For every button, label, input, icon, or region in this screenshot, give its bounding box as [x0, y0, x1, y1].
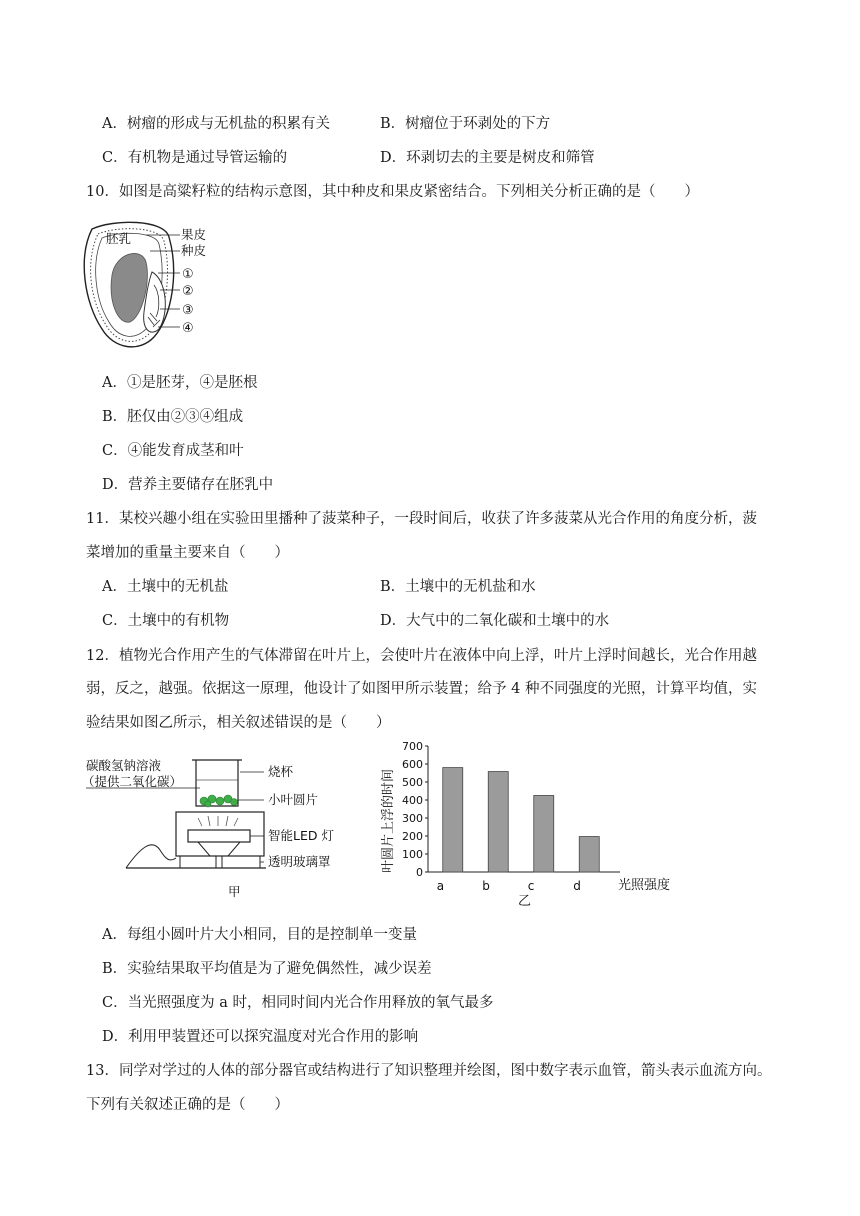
label-beaker: 烧杯 [268, 764, 294, 779]
q12-option-a: A．每组小圆叶片大小相同，目的是控制单一变量 [102, 927, 417, 943]
y-tick-label: 100 [402, 848, 423, 861]
x-tick-label-b: b [482, 879, 490, 893]
q12-stem-line2: 弱，反之，越强。依据这一原理，他设计了如图甲所示装置；给予 4 种不同强度的光照，计算平均值，实 [86, 681, 757, 697]
q11-stem-line2: 菜增加的重量主要来自（ ） [86, 545, 289, 561]
q11-option-d: D．大气中的二氧化碳和土壤中的水 [380, 613, 610, 629]
apparatus-diagram [80, 750, 370, 900]
q12-stem-line1: 12．植物光合作用产生的气体滞留在叶片上，会使叶片在液体中向上浮，叶片上浮时间越长，光合作用越 [86, 648, 757, 664]
label-solution: 碳酸氢钠溶液 [86, 758, 162, 773]
y-tick-label: 600 [402, 758, 423, 771]
y-tick-label: 700 [402, 740, 423, 753]
label-1: ① [182, 267, 194, 282]
chart-caption: 乙 [518, 894, 532, 909]
y-tick-label: 0 [416, 866, 423, 879]
bar-d [579, 837, 599, 872]
q9-option-c: C．有机物是通过导管运输的 [102, 150, 288, 166]
y-tick-label: 500 [402, 776, 423, 789]
q12-stem-line3: 验结果如图乙所示，相关叙述错误的是（ ） [86, 715, 391, 731]
y-tick-label: 200 [402, 830, 423, 843]
q11-stem-line1: 11．某校兴趣小组在实验田里播种了菠菜种子，一段时间后，收获了许多菠菜从光合作用的角度分析，菠 [86, 511, 757, 527]
q9-option-d: D．环剥切去的主要是树皮和筛管 [380, 150, 595, 166]
q12-option-d: D．利用甲装置还可以探究温度对光合作用的影响 [102, 1029, 419, 1045]
label-solution-note: （提供二氧化碳） [82, 774, 183, 789]
q10-option-a: A．①是胚芽，④是胚根 [102, 375, 258, 391]
q9-option-a: A．树瘤的形成与无机盐的积累有关 [102, 116, 330, 132]
bar-c [534, 796, 554, 873]
y-tick-label: 400 [402, 794, 423, 807]
q13-stem-line2: 下列有关叙述正确的是（ ） [86, 1097, 289, 1113]
q11-option-a: A．土壤中的无机盐 [102, 579, 229, 595]
q12-option-b: B．实验结果取平均值是为了避免偶然性，减少误差 [102, 961, 432, 977]
label-3: ③ [182, 303, 194, 318]
chart-bars [443, 768, 600, 872]
x-tick-label-a: a [436, 879, 445, 893]
q11-option-b: B．土壤中的无机盐和水 [380, 579, 536, 595]
leaf-disc-icon [200, 795, 238, 807]
label-endosperm: 胚乳 [106, 231, 132, 246]
x-tick-label-c: c [527, 879, 535, 893]
sorghum-grain-diagram [74, 217, 224, 357]
q13-stem-line1: 13．同学对学过的人体的部分器官或结构进行了知识整理并绘图，图中数字表示血管，箭头表示血流方向。 [86, 1063, 772, 1079]
q11-option-c: C．土壤中的有机物 [102, 613, 230, 629]
q10-stem: 10．如图是高粱籽粒的结构示意图，其中种皮和果皮紧密结合。下列相关分析正确的是（ ） [86, 184, 699, 200]
chart-xlabel: 光照强度 [618, 878, 671, 893]
q10-option-c: C．④能发育成茎和叶 [102, 443, 244, 459]
bar-b [488, 772, 508, 872]
chart-yticks [402, 740, 428, 879]
chart-ylabel: 叶圆片上浮的时间 [381, 768, 396, 873]
q10-option-d: D．营养主要储存在胚乳中 [102, 477, 274, 493]
q10-option-b: B．胚仅由②③④组成 [102, 409, 244, 425]
y-tick-label: 300 [402, 812, 423, 825]
q9-option-b: B．树瘤位于环剥处的下方 [380, 116, 551, 132]
label-pericarp: 果皮 [181, 227, 207, 242]
bar-a [443, 768, 463, 872]
label-figure-jia: 甲 [228, 884, 241, 899]
label-leaf-disc: 小叶圆片 [268, 792, 319, 807]
label-glass-cover: 透明玻璃罩 [268, 854, 331, 869]
label-seed-coat: 种皮 [181, 243, 207, 258]
chart-xticks [437, 879, 581, 893]
label-2: ② [182, 284, 194, 299]
x-tick-label-d: d [573, 879, 581, 893]
label-led: 智能LED 灯 [268, 828, 334, 843]
q12-option-c: C．当光照强度为 a 时，相同时间内光合作用释放的氧气最多 [102, 995, 494, 1011]
label-4: ④ [182, 321, 194, 336]
bar-chart [370, 738, 690, 910]
